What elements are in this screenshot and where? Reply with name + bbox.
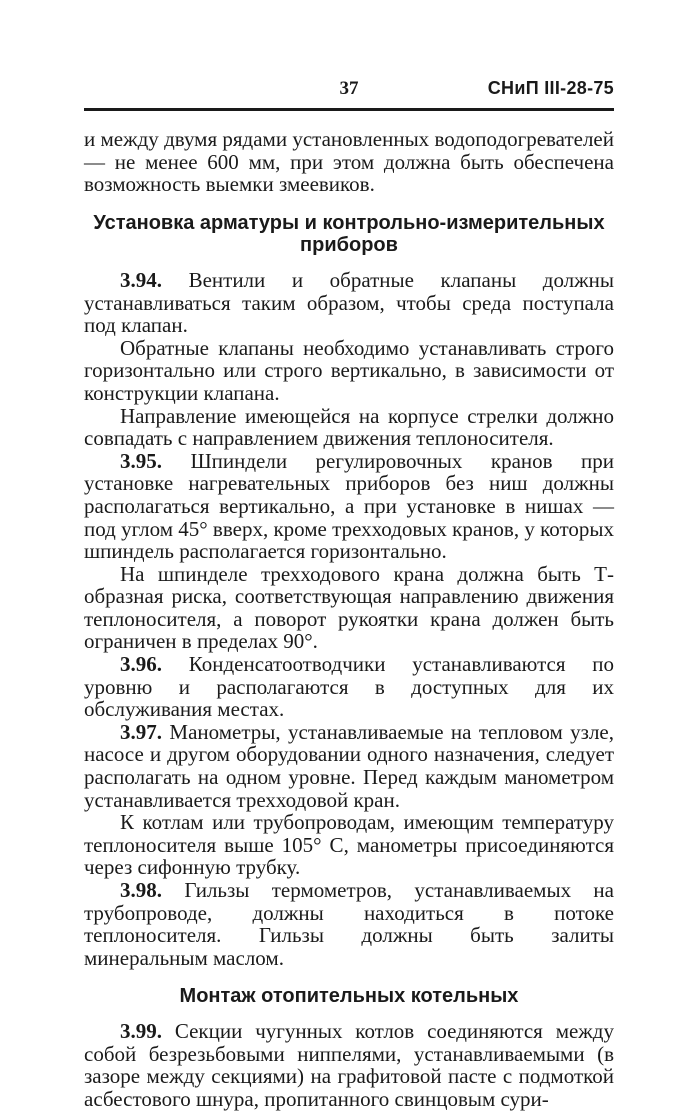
clause-text: Шпиндели регулировочных кранов при установке нагревательных приборов без ниш должны располагаться вертикально, а при установке в нишах — под углом 45° вверх, кроме трехходовых кранов, у которых шпиндель располагается горизонтально.	[84, 448, 614, 564]
running-header	[84, 78, 614, 104]
clause-3-94	[84, 269, 614, 337]
page-body	[84, 128, 614, 1110]
clause-text: Вентили и обратные клапаны должны устанавливаться таким образом, чтобы среда поступала под клапан.	[84, 267, 614, 338]
clause-number: 3.94.	[120, 267, 162, 292]
page-number: 37	[339, 78, 359, 99]
clause-3-96	[84, 653, 614, 721]
document-code: СНиП III-28-75	[487, 78, 614, 98]
clause-3-95	[84, 450, 614, 563]
section-heading-fittings: Установка арматуры и контрольно-измерительных приборов	[93, 211, 605, 257]
clause-text: Гильзы термометров, устанавливаемых на трубопроводе, должны находиться в потоке теплоносителя. Гильзы должны быть залиты минеральным маслом.	[84, 878, 614, 970]
paragraph: К котлам или трубопроводам, имеющим температуру теплоносителя выше 105° С, манометры присоединяются через сифонную трубку.	[84, 810, 614, 880]
clause-number: 3.96.	[120, 652, 162, 677]
clause-text: Манометры, устанавливаемые на тепловом узле, насосе и другом оборудовании одного назначения, следует располагать на одном уровне. Перед каждым манометром устанавливается трехходовой кран.	[84, 719, 614, 812]
clause-number: 3.99.	[120, 1018, 162, 1043]
paragraph: Направление имеющейся на корпусе стрелки должно совпадать с направлением движения теплоносителя.	[84, 403, 614, 451]
clause-number: 3.97.	[120, 719, 162, 744]
paragraph: На шпинделе трехходового крана должна быть Т-образная риска, соответствующая направлению движения теплоносителя, а поворот рукоятки крана должен быть ограничен в пределах 90°.	[84, 561, 614, 654]
clause-text: Секции чугунных котлов соединяются между собой безрезьбовыми ниппелями, устанавливаемыми (в зазоре между секциями) на графитовой пасте с подмоткой асбестового шнура, пропитанного свинцовым сури-	[84, 1018, 614, 1111]
header-rule	[84, 108, 614, 111]
clause-text: Конденсатоотводчики устанавливаются по уровню и располагаются в доступных для их обслуживания местах.	[84, 652, 614, 722]
clause-3-98	[84, 879, 614, 969]
clause-number: 3.98.	[120, 878, 162, 902]
clause-number: 3.95.	[120, 448, 162, 473]
section-heading-boilers: Монтаж отопительных котельных	[179, 985, 519, 1008]
continued-paragraph: и между двумя рядами установленных водоподогревателей — не менее 600 мм, при этом должна быть обеспечена возможность выемки змеевиков.	[84, 127, 614, 197]
clause-3-97	[84, 721, 614, 811]
clause-3-99	[84, 1020, 614, 1110]
paragraph: Обратные клапаны необходимо устанавливать строго горизонтально или строго вертикально, в зависимости от конструкции клапана.	[84, 335, 614, 405]
